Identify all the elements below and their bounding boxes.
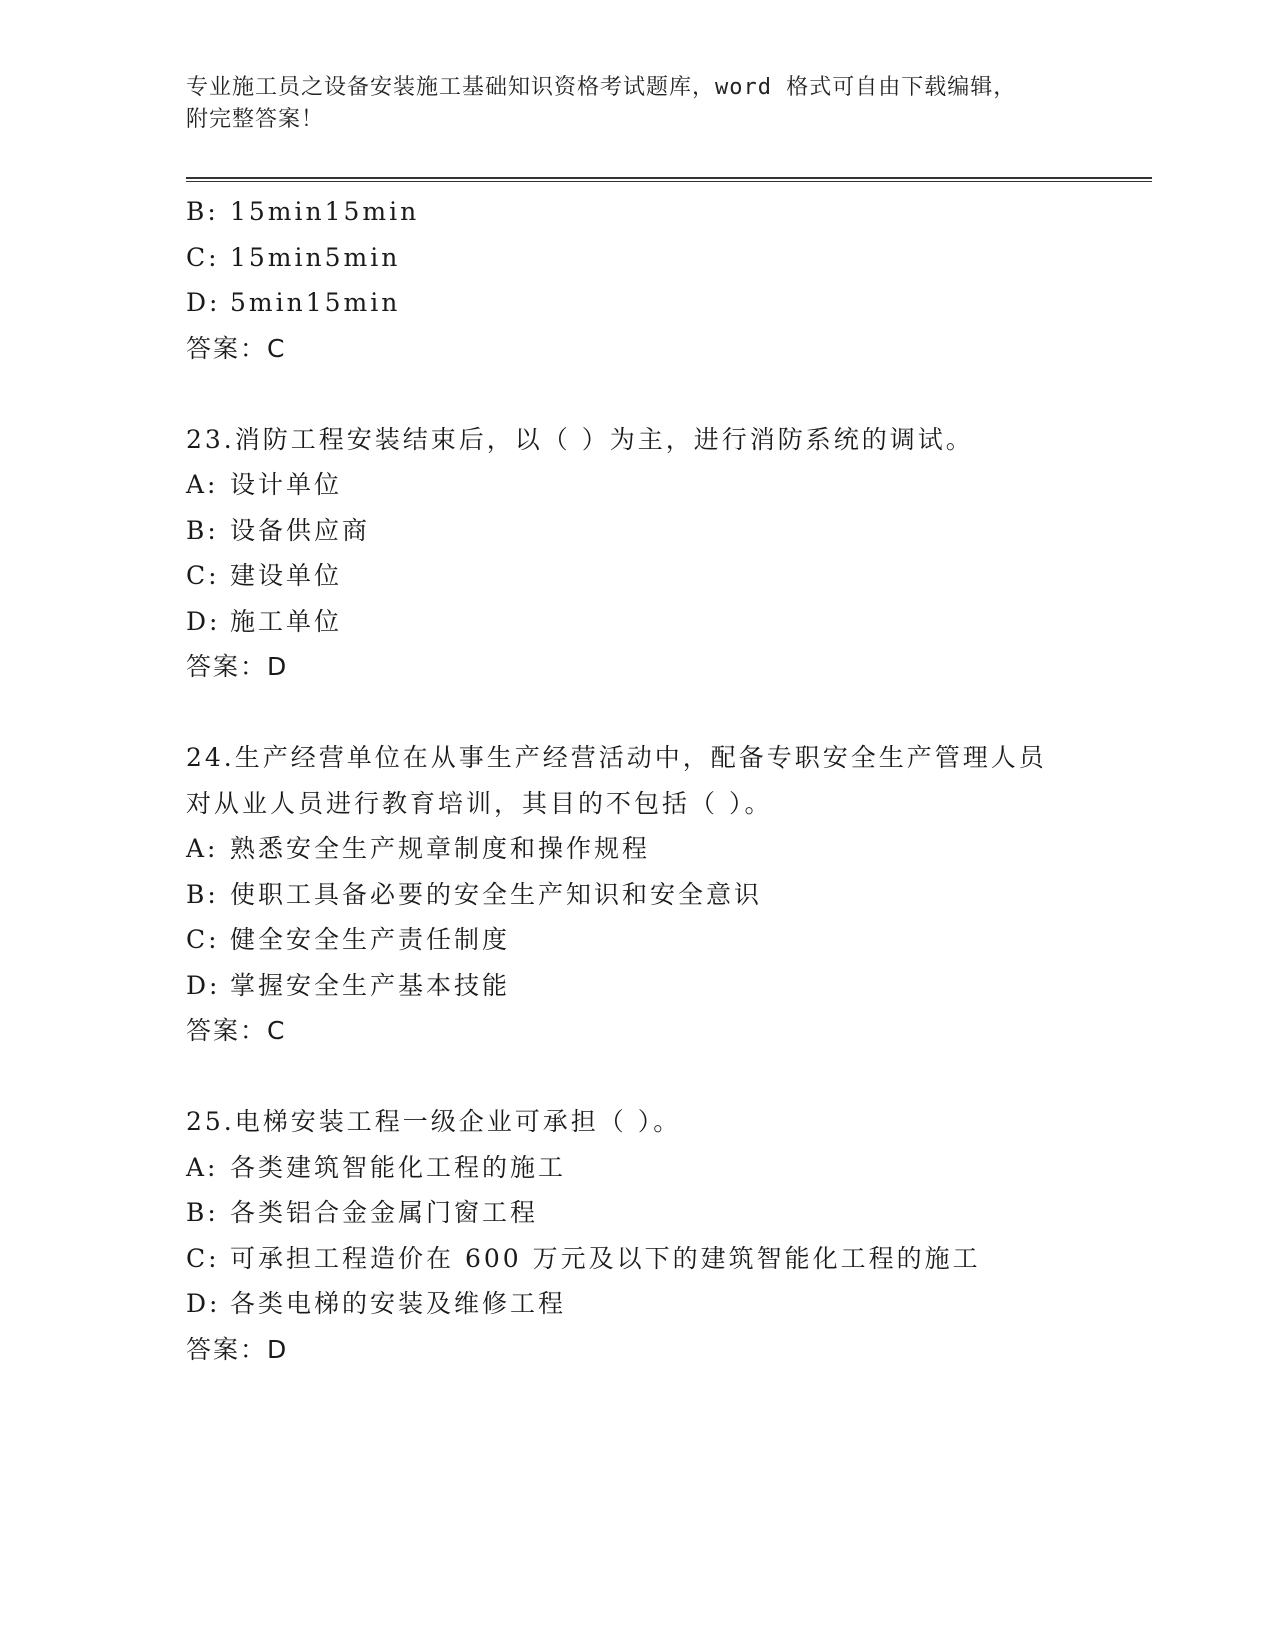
option-prefix: D: <box>186 970 221 1000</box>
spacer <box>186 371 1136 417</box>
option-prefix: C: <box>186 925 220 954</box>
option-text: 各类建筑智能化工程的施工 <box>230 1152 567 1182</box>
option-prefix: D: <box>186 1289 221 1318</box>
spacer <box>186 690 1136 736</box>
option-d <box>186 963 1136 1009</box>
option-prefix: B: <box>186 1198 219 1227</box>
question-stem-line-2: 对从业人员进行教育培训，其目的不包括（ ）。 <box>186 788 773 818</box>
header-divider-thick <box>186 177 1152 179</box>
option-text: 15min5min <box>230 242 401 272</box>
option-b <box>186 508 1136 554</box>
option-a <box>186 1145 1136 1191</box>
header-divider-thin <box>186 181 1152 182</box>
option-b <box>186 872 1136 918</box>
option-prefix: B: <box>186 515 219 545</box>
question-25 <box>186 1099 1136 1372</box>
option-c <box>186 553 1136 599</box>
question-23 <box>186 417 1136 690</box>
option-prefix: A: <box>186 834 219 863</box>
option-text: 设备供应商 <box>230 515 371 545</box>
question-24 <box>186 735 1136 1054</box>
option-prefix: C: <box>186 561 220 590</box>
option-a <box>186 826 1136 872</box>
answer-label: 答案：D <box>186 1334 289 1364</box>
option-a <box>186 462 1136 508</box>
option-text: 15min15min <box>230 197 420 226</box>
option-text: 各类铝合金金属门窗工程 <box>230 1198 539 1227</box>
option-prefix: D: <box>186 606 221 636</box>
option-prefix: B: <box>186 879 219 909</box>
page-header <box>186 72 1066 136</box>
option-c <box>186 235 1136 281</box>
question-22-continuation <box>186 189 1136 371</box>
option-text: 健全安全生产责任制度 <box>230 925 511 954</box>
option-text: 5min15min <box>230 288 401 317</box>
question-stem: 23.消防工程安装结束后，以（ ）为主，进行消防系统的调试。 <box>186 424 974 454</box>
answer-label: 答案：D <box>186 652 289 681</box>
option-d <box>186 599 1136 645</box>
header-title-line-1: 专业施工员之设备安装施工基础知识资格考试题库，word 格式可自由下载编辑， <box>186 75 1017 100</box>
option-text: 可承担工程造价在 600 万元及以下的建筑智能化工程的施工 <box>230 1243 981 1273</box>
option-text: 熟悉安全生产规章制度和操作规程 <box>230 834 651 863</box>
option-text: 掌握安全生产基本技能 <box>230 970 511 1000</box>
option-text: 使职工具备必要的安全生产知识和安全意识 <box>230 879 763 909</box>
option-prefix: D: <box>186 288 221 317</box>
answer-label: 答案：C <box>186 1016 287 1045</box>
option-b <box>186 1190 1136 1236</box>
option-prefix: C: <box>186 242 220 272</box>
option-b <box>186 189 1136 235</box>
option-prefix: B: <box>186 197 219 226</box>
option-prefix: C: <box>186 1243 220 1273</box>
option-c <box>186 917 1136 963</box>
answer-label: 答案：C <box>186 333 287 363</box>
spacer <box>186 1054 1136 1100</box>
question-stem: 25.电梯安装工程一级企业可承担（ ）。 <box>186 1107 682 1136</box>
option-text: 设计单位 <box>230 470 343 499</box>
question-stem-line-1: 24.生产经营单位在从事生产经营活动中，配备专职安全生产管理人员 <box>186 743 1047 772</box>
option-prefix: A: <box>186 1152 219 1182</box>
option-text: 施工单位 <box>230 606 343 636</box>
option-text: 建设单位 <box>230 561 343 590</box>
option-c <box>186 1236 1136 1282</box>
header-title-line-2: 附完整答案！ <box>186 107 325 132</box>
question-list <box>186 189 1136 1372</box>
option-text: 各类电梯的安装及维修工程 <box>230 1289 567 1318</box>
option-prefix: A: <box>186 470 219 499</box>
option-d <box>186 1281 1136 1327</box>
option-d <box>186 280 1136 326</box>
